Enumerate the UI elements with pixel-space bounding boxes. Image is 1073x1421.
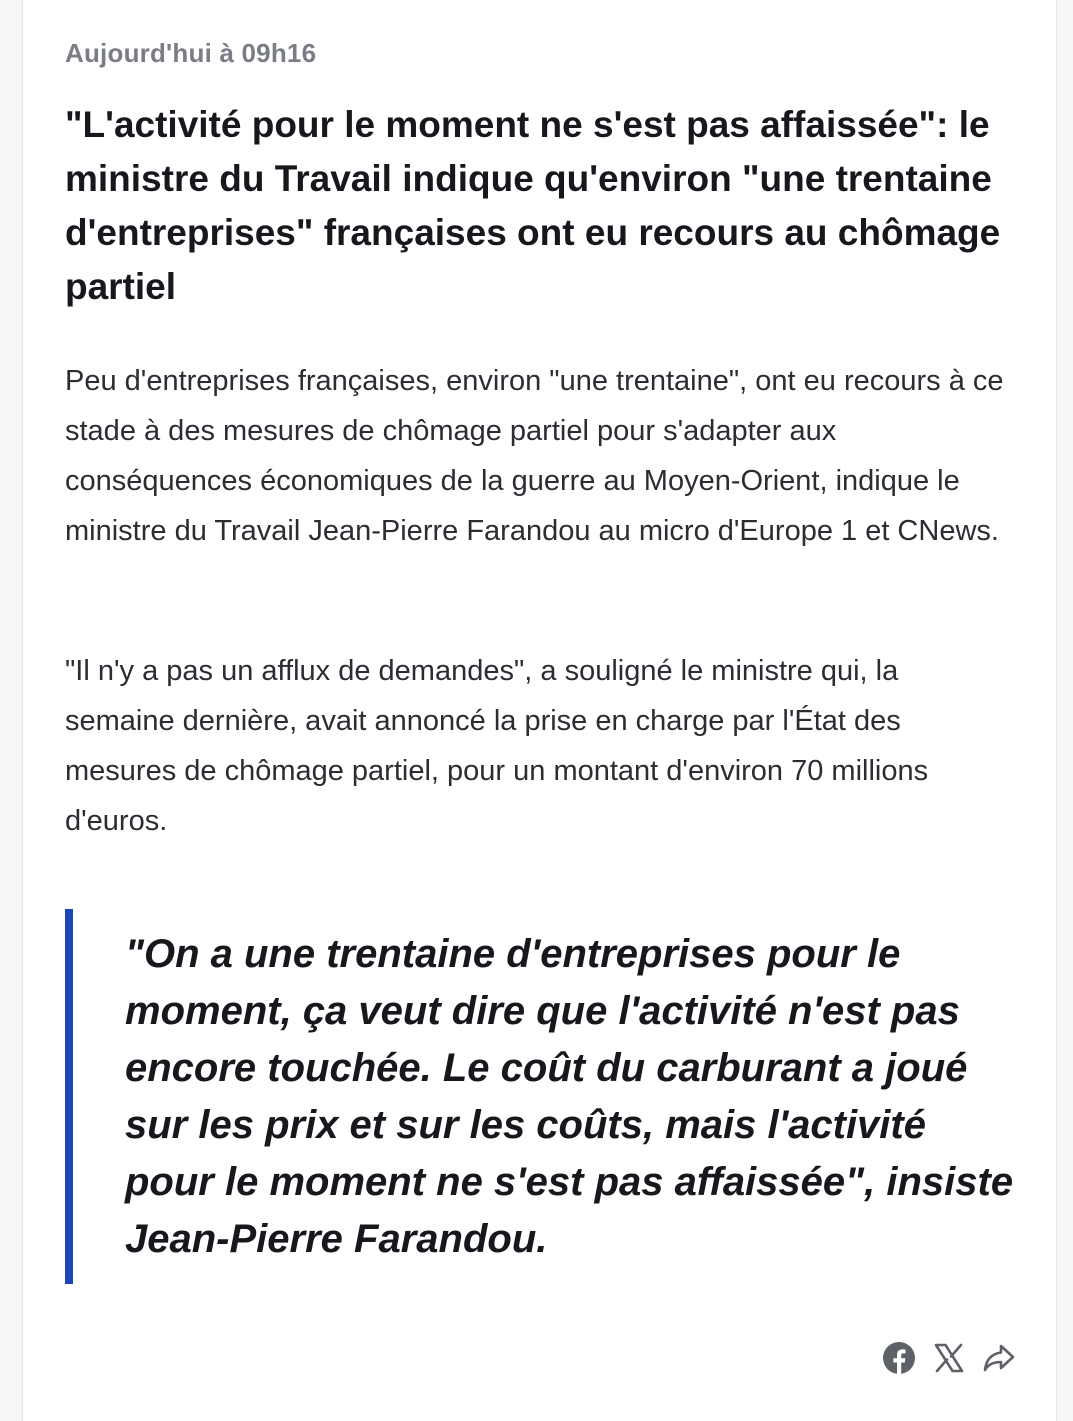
timestamp: Aujourd'hui à 09h16 (65, 38, 317, 68)
article-headline: "L'activité pour le moment ne s'est pas affaissée": le ministre du Travail indique qu'environ "une trentaine d'entreprises" françaises ont eu recours au chômage partiel (65, 104, 1001, 307)
share-button[interactable] (981, 1340, 1017, 1376)
x-share-button[interactable] (931, 1340, 967, 1376)
share-bar (881, 1340, 1017, 1376)
pull-quote: "On a une trentaine d'entreprises pour le moment, ça veut dire que l'activité n'est pas encore touchée. Le coût du carburant a joué sur les prix et sur les coûts, mais l'activité pour le moment ne s'est pas affaissée", insiste Jean-Pierre Farandou. (125, 932, 1014, 1261)
x-icon (933, 1342, 965, 1374)
quote-bar (65, 909, 73, 1284)
paragraph-2: "Il n'y a pas un afflux de demandes", a souligné le ministre qui, la semaine dernière, avait annoncé la prise en charge par l'État des mesures de chômage partiel, pour un montant d'environ 70 millions d'euros. (65, 655, 929, 837)
article-card (22, 0, 1057, 1421)
facebook-icon (882, 1341, 916, 1375)
share-icon (982, 1342, 1016, 1374)
facebook-share-button[interactable] (881, 1340, 917, 1376)
paragraph-1: Peu d'entreprises françaises, environ "une trentaine", ont eu recours à ce stade à des mesures de chômage partiel pour s'adapter aux conséquences économiques de la guerre au Moyen-Orient, indique le ministre du Travail Jean-Pierre Farandou au micro d'Europe 1 et CNews. (65, 365, 1004, 547)
